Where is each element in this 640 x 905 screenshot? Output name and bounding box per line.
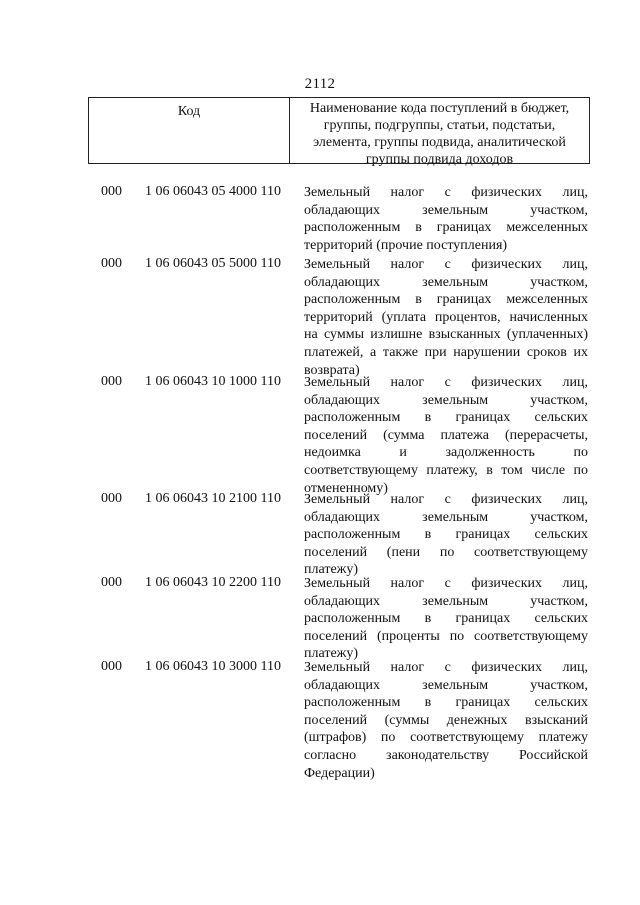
description-line: обладающих земельным участком, [304,509,588,525]
description-line: обладающих земельным участком, [304,392,588,408]
admin-code: 000 [101,575,122,590]
description-line: поселений (сумма платежа (перерасчеты, [304,427,588,443]
description-line: возврата) [304,362,360,378]
description-line: Земельный налог с физических лиц, [304,185,588,200]
description-line: соответствующему платежу, в том числе по [304,462,588,478]
revenue-code: 1 06 06043 05 5000 110 [145,256,281,271]
description-line: обладающих земельным участком, [304,677,588,693]
revenue-description [304,184,588,254]
description-line: обладающих земельным участком, [304,274,588,290]
admin-code: 000 [101,374,122,389]
revenue-code: 1 06 06043 10 2100 110 [145,491,281,506]
table-header [88,97,590,167]
revenue-description [304,256,588,379]
description-line: расположенным в границах сельских [304,410,588,426]
description-line: расположенным в границах межселенных [304,292,588,308]
page-number: 2112 [304,76,336,92]
admin-code: 000 [101,184,122,199]
description-line: недоимка и задолженность по [304,445,588,461]
description-line: платежу) [304,562,358,578]
description-line: поселений (проценты по соответствующему [304,628,588,644]
header-code-column: Код [89,98,290,163]
description-line: расположенным в границах сельских [304,695,588,711]
description-line: Земельный налог с физических лиц, [304,257,588,272]
description-line: расположенным в границах сельских [304,611,588,627]
description-line: (штрафов) по соответствующему платежу [304,730,588,746]
revenue-description [304,659,588,782]
revenue-description [304,575,588,663]
description-line: Федерации) [304,765,375,781]
description-line: платежу) [304,646,358,662]
description-line: обладающих земельным участком, [304,593,588,609]
description-line: обладающих земельным участком, [304,202,588,218]
description-line: расположенным в границах сельских [304,527,588,543]
description-line: Земельный налог с физических лиц, [304,375,588,390]
header-name-line: Наименование кода поступлений в бюджет, [309,101,570,116]
description-line: территорий (уплата процентов, начисленных [304,309,588,325]
admin-code: 000 [101,659,122,674]
revenue-code: 1 06 06043 10 2200 110 [145,575,281,590]
revenue-code: 1 06 06043 05 4000 110 [145,184,281,199]
header-name-column [290,98,589,167]
description-line: Земельный налог с физических лиц, [304,576,588,591]
description-line: Земельный налог с физических лиц, [304,660,588,675]
revenue-description [304,374,588,497]
description-line: платежей, а также при нарушении сроков их [304,344,588,360]
revenue-description [304,491,588,579]
description-line: поселений (пени по соответствующему [304,544,588,560]
description-line: расположенным в границах межселенных [304,220,588,236]
description-line: на суммы излишне взысканных (уплаченных) [304,327,588,343]
header-name-line: группы, подгруппы, статьи, подстатьи, [323,118,556,133]
revenue-code: 1 06 06043 10 1000 110 [145,374,281,389]
description-line: Земельный налог с физических лиц, [304,492,588,507]
description-line: согласно законодательству Российской [304,747,588,763]
description-line: поселений (суммы денежных взысканий [304,712,588,728]
description-line: отмененному) [304,480,388,496]
revenue-code: 1 06 06043 10 3000 110 [145,659,281,674]
description-line: территорий (прочие поступления) [304,237,508,253]
admin-code: 000 [101,256,122,271]
header-name-line: элемента, группы подвида, аналитической [313,135,566,150]
header-name-line: группы подвида доходов [365,152,514,167]
admin-code: 000 [101,491,122,506]
